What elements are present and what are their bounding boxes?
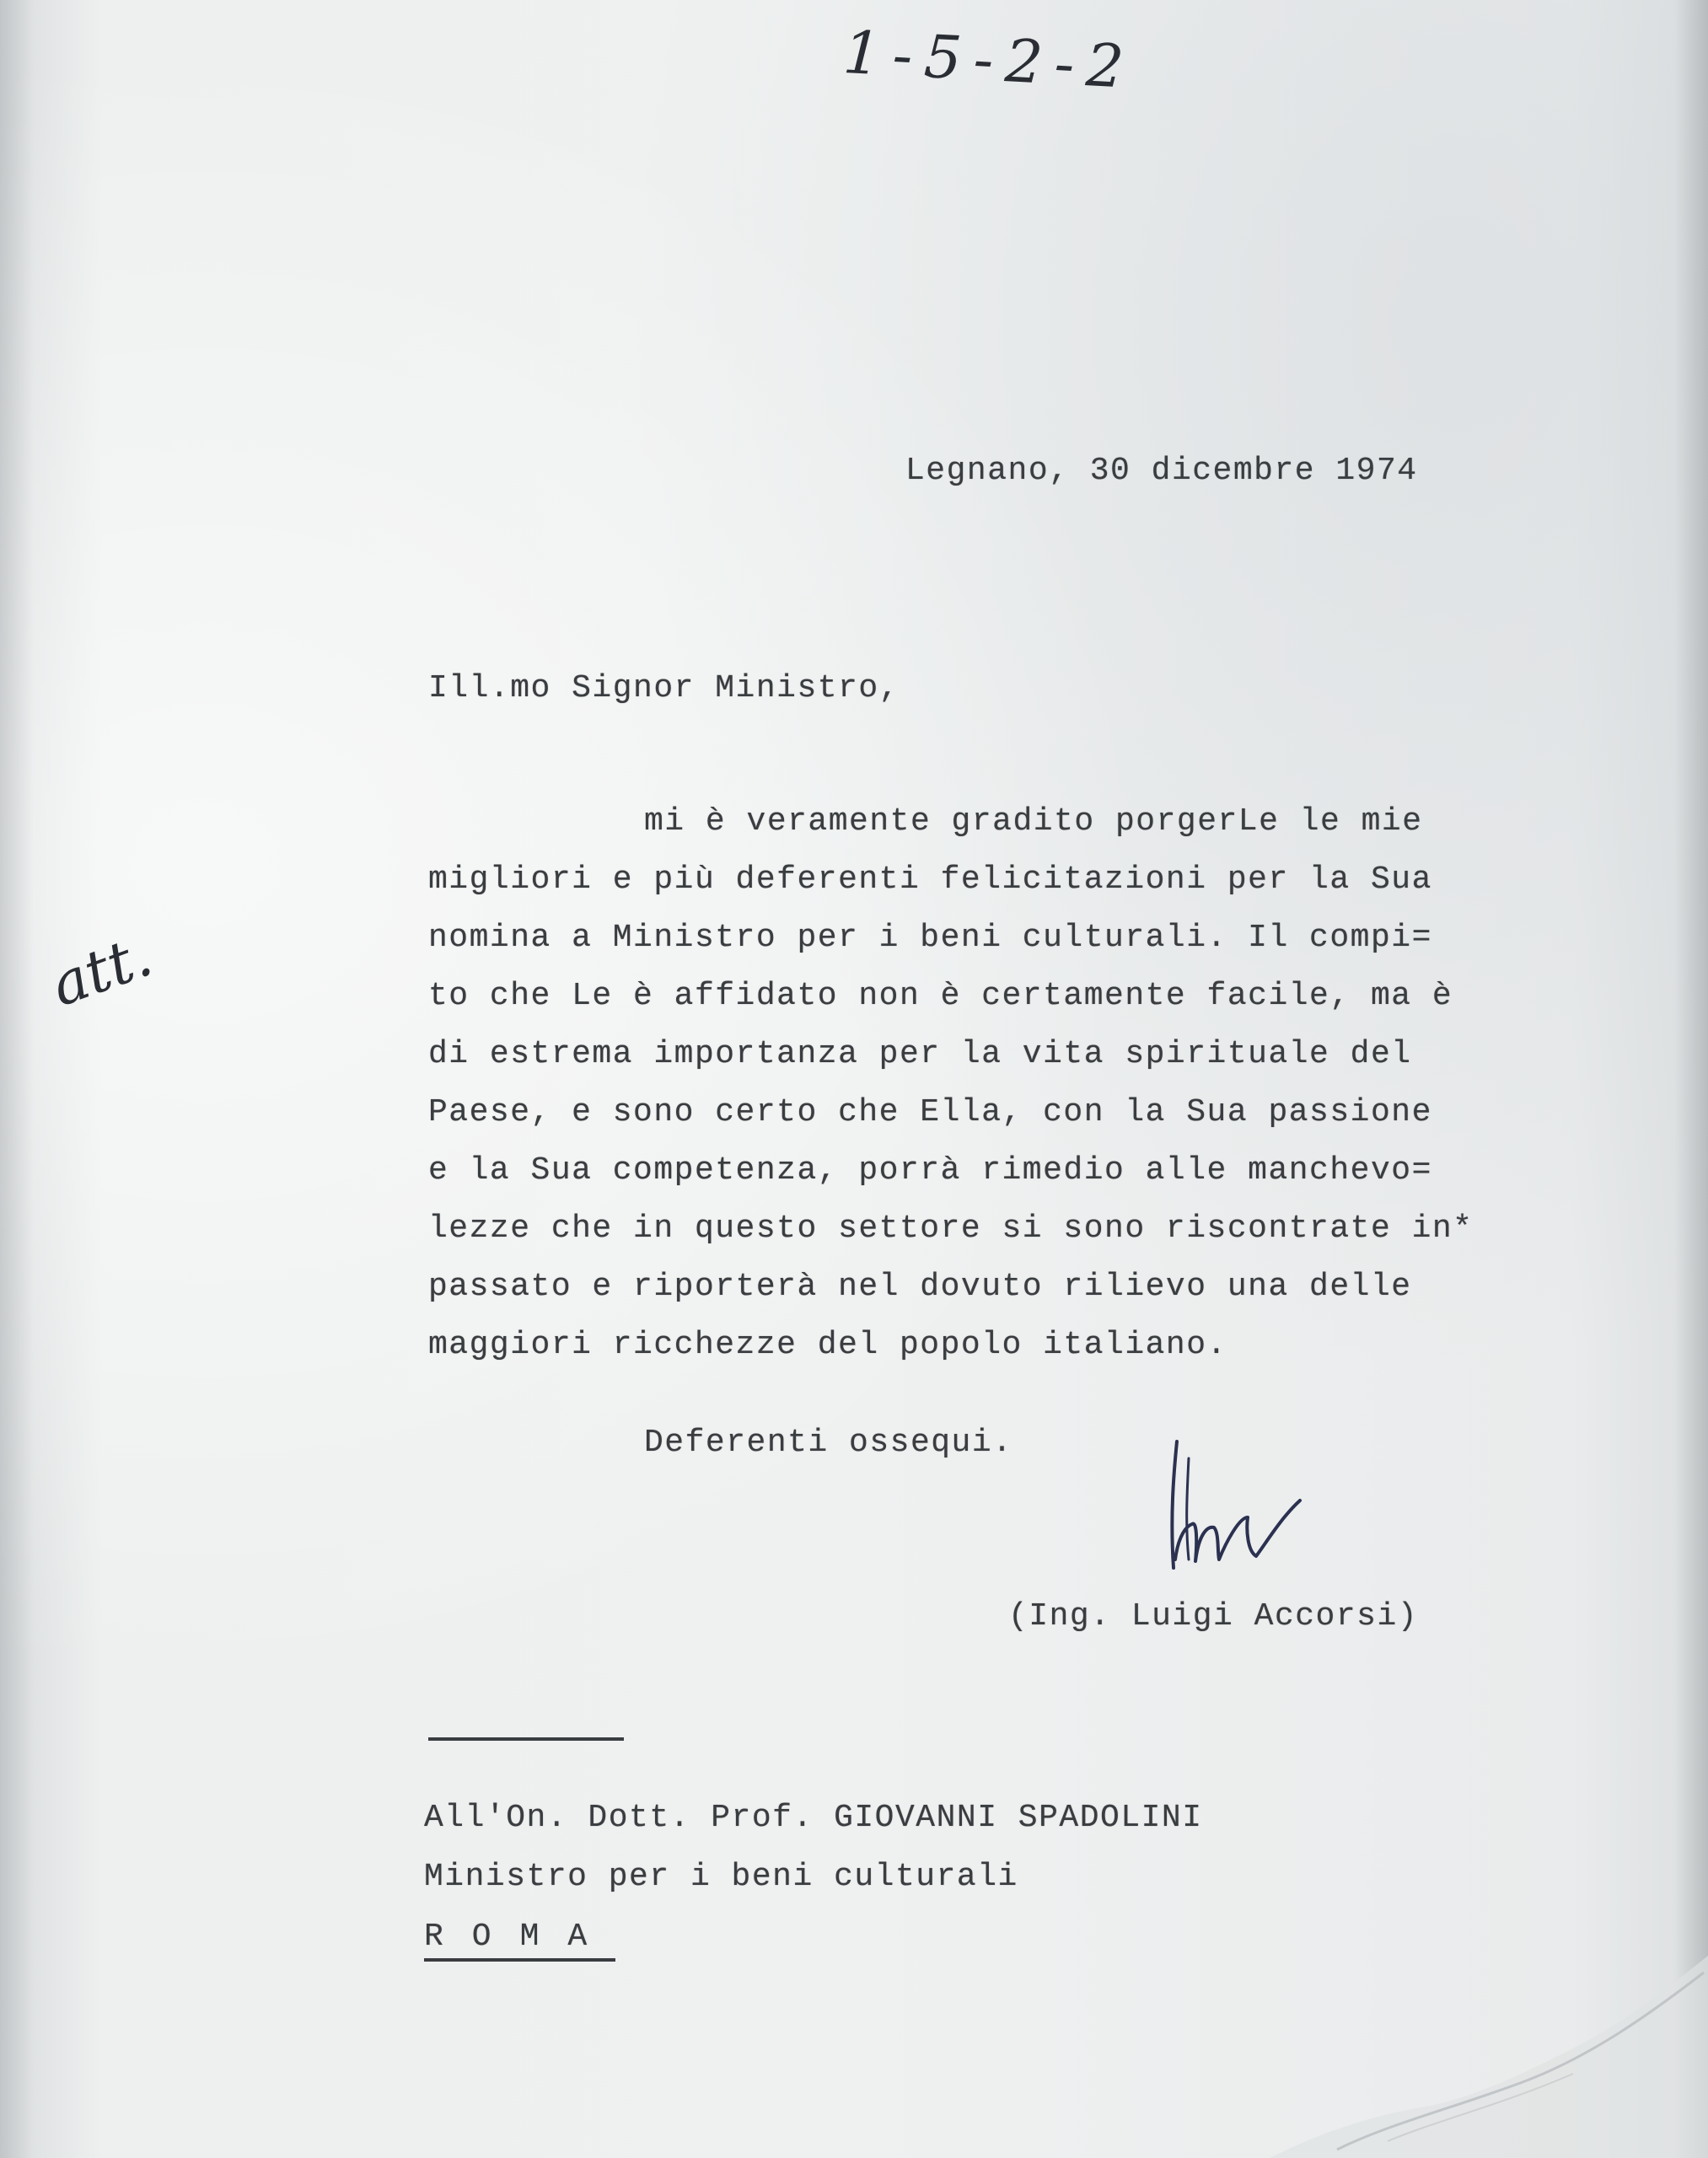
page-edge-left: [0, 0, 34, 2158]
body-line: passato e riporterà nel dovuto rilievo una delle: [428, 1269, 1412, 1305]
body-line: Paese, e sono certo che Ella, con la Sua passione: [428, 1094, 1432, 1130]
page-edge-right: [1674, 0, 1708, 2158]
body-line: di estrema importanza per la vita spirituale del: [428, 1036, 1412, 1072]
recipient-line-2: Ministro per i beni culturali: [424, 1859, 1018, 1895]
torn-corner: [1270, 1939, 1708, 2158]
signature-name: (Ing. Luigi Accorsi): [1008, 1598, 1419, 1635]
body-line: mi è veramente gradito porgerLe le mie: [644, 803, 1423, 840]
separator-rule: [428, 1737, 624, 1741]
date-line: Legnano, 30 dicembre 1974: [905, 453, 1418, 489]
body-line: maggiori ricchezze del popolo italiano.: [428, 1327, 1227, 1363]
body-line: to che Le è affidato non è certamente facile, ma è: [428, 978, 1453, 1014]
handwritten-margin-mark: att.: [41, 920, 161, 1021]
handwritten-signature: [1155, 1433, 1307, 1576]
body-line: nomina a Ministro per i beni culturali. Il compi=: [428, 920, 1432, 956]
body-line: migliori e più deferenti felicitazioni per la Sua: [428, 862, 1432, 898]
recipient-line-1: All'On. Dott. Prof. GIOVANNI SPADOLINI: [424, 1800, 1203, 1836]
body-line: e la Sua competenza, porrà rimedio alle manchevo=: [428, 1152, 1432, 1189]
recipient-city: ROMA: [424, 1921, 615, 1962]
handwritten-reference-number: 1-5-2-2: [841, 17, 1138, 103]
closing: Deferenti ossequi.: [644, 1425, 1013, 1461]
salutation: Ill.mo Signor Ministro,: [428, 670, 900, 706]
body-line: lezze che in questo settore si sono riscontrate in*: [428, 1211, 1474, 1247]
